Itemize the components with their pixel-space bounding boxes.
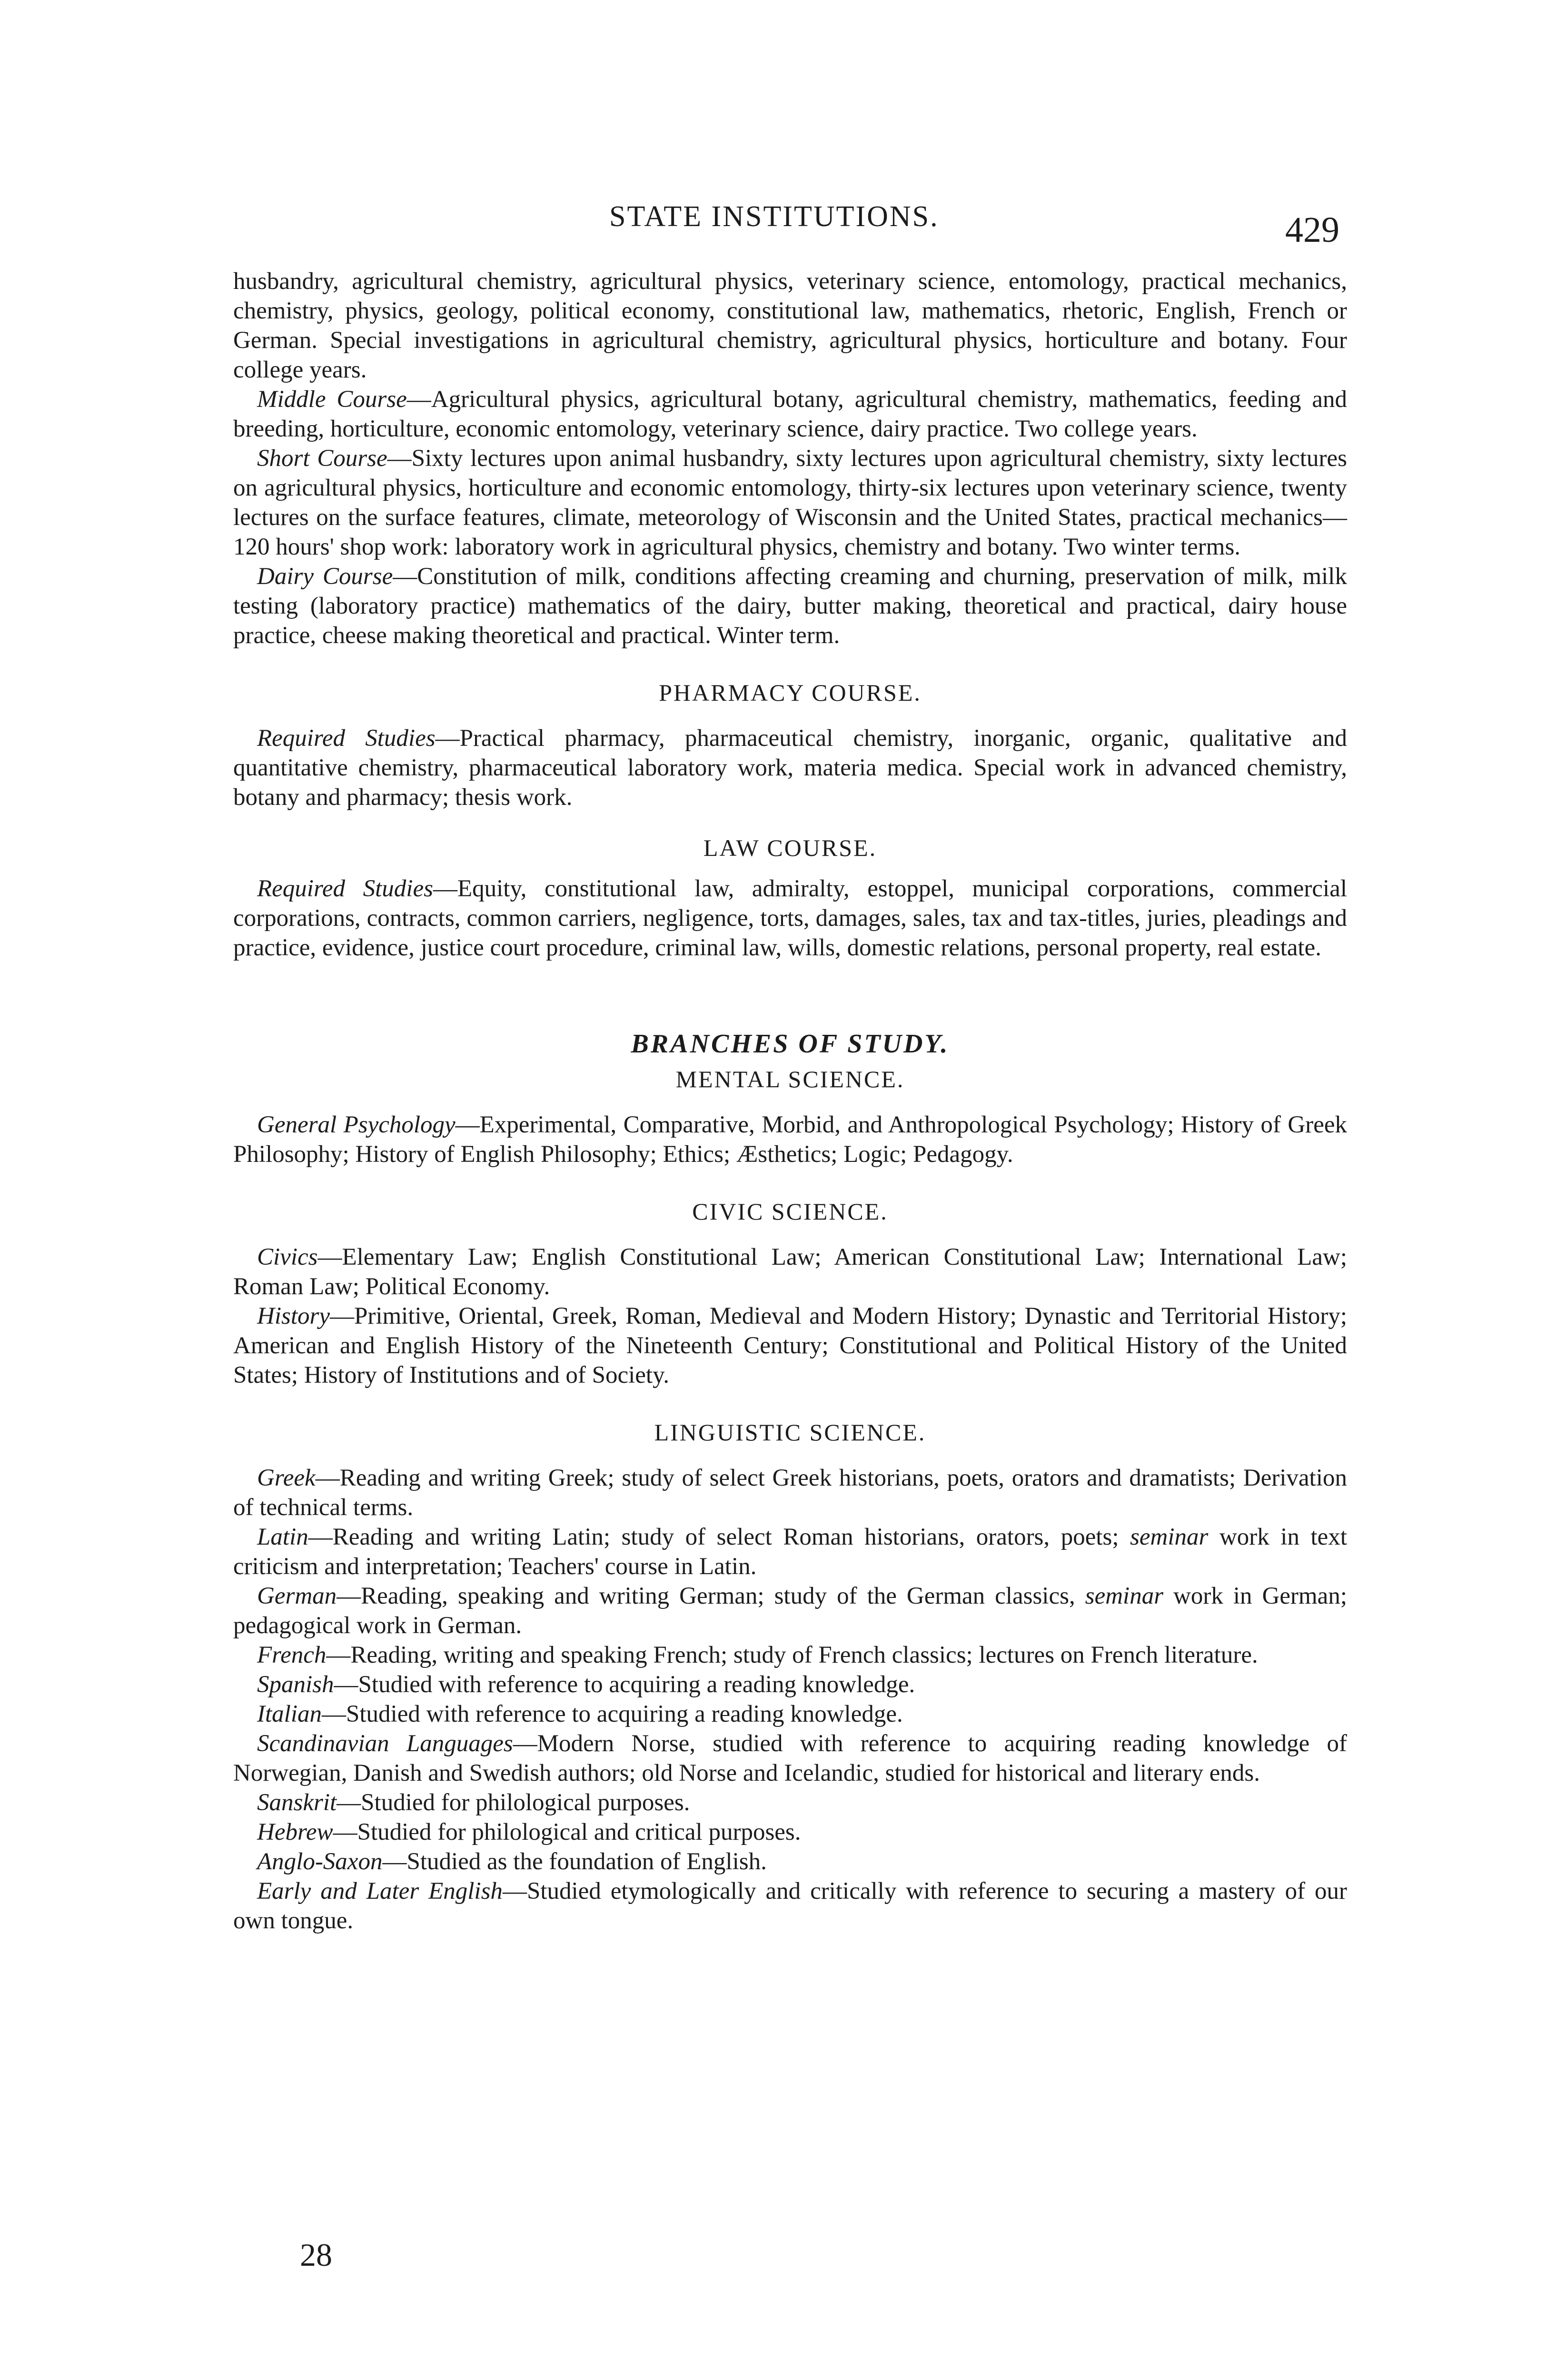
italian-paragraph [233,1699,1347,1729]
dairy-course-paragraph [233,562,1347,650]
hebrew-paragraph [233,1817,1347,1847]
dairy-course-lead: Dairy Course [257,563,393,590]
latin-text-a: —Reading and writing Latin; study of select Roman historians, orators, poets; [308,1524,1130,1550]
scandinavian-paragraph [233,1729,1347,1788]
law-lead: Required Studies [257,875,433,902]
spanish-paragraph [233,1670,1347,1699]
latin-lead: Latin [257,1524,308,1550]
short-course-paragraph [233,444,1347,562]
history-lead: History [257,1303,330,1329]
anglo-saxon-paragraph [233,1847,1347,1876]
latin-paragraph [233,1522,1347,1581]
mental-science-heading: MENTAL SCIENCE. [675,1066,905,1092]
french-paragraph [233,1640,1347,1670]
early-later-english-paragraph [233,1876,1347,1935]
german-seminar: seminar [1085,1583,1164,1609]
pharmacy-lead: Required Studies [257,725,436,752]
french-lead: French [257,1642,327,1668]
greek-paragraph [233,1463,1347,1522]
french-text: —Reading, writing and speaking French; study of French classics; lectures on French literature. [326,1642,1258,1668]
german-text-a: —Reading, speaking and writing German; study of the German classics, [337,1583,1085,1609]
civics-paragraph [233,1242,1347,1301]
spanish-text: —Studied with reference to acquiring a reading knowledge. [334,1671,915,1698]
page-body [233,267,1347,1935]
law-paragraph [233,874,1347,962]
sanskrit-lead: Sanskrit [257,1789,337,1816]
hebrew-text: —Studied for philological and critical purposes. [333,1819,801,1845]
hebrew-lead: Hebrew [257,1819,333,1845]
running-head: STATE INSTITUTIONS. [609,200,939,233]
early-later-english-text: —Studied etymologically and critically with reference to securing a mastery of our own tongue. [233,1878,1347,1934]
latin-text-b: work in text criticism and interpretation; Teachers' course in Latin. [233,1524,1347,1580]
civics-lead: Civics [257,1244,318,1270]
greek-lead: Greek [257,1465,316,1491]
signature-mark: 28 [300,2237,332,2273]
page-number: 429 [1285,210,1339,250]
sanskrit-text: —Studied for philological purposes. [337,1789,690,1816]
pharmacy-paragraph [233,724,1347,812]
short-course-text: —Sixty lectures upon animal husbandry, sixty lectures upon agricultural chemistry, sixty lectures on agricultural physics, horticulture and economic entomology, thirty-six lectures upon veterinary science, twenty lectures on the surface features, climate, meteorology of Wisconsin and the United States, practical mechanics—120 hours' shop work: laboratory work in agricultural physics, chemistry and botany. Two winter terms. [233,445,1347,560]
scandinavian-lead: Scandinavian Languages [257,1730,513,1757]
early-later-english-lead: Early and Later English [257,1878,503,1904]
history-text: —Primitive, Oriental, Greek, Roman, Medieval and Modern History; Dynastic and Territorial History; American and English History of the Nineteenth Century; Constitutional and Political History of the United States; History of Institutions and of Society. [233,1303,1347,1388]
general-psychology-paragraph [233,1110,1347,1169]
short-course-lead: Short Course [257,445,387,472]
latin-seminar: seminar [1130,1524,1209,1550]
sanskrit-paragraph [233,1788,1347,1817]
law-course-heading: LAW COURSE. [703,834,877,861]
german-text-b: work in German; pedagogical work in German. [233,1583,1347,1639]
spanish-lead: Spanish [257,1671,334,1698]
linguistic-science-heading: LINGUISTIC SCIENCE. [654,1419,926,1446]
scandinavian-text: —Modern Norse, studied with reference to acquiring reading knowledge of Norwegian, Danish and Swedish authors; old Norse and Icelandic, studied for historical and literary ends. [233,1730,1347,1786]
german-lead: German [257,1583,337,1609]
middle-course-lead: Middle Course [257,386,407,413]
civics-text: —Elementary Law; English Constitutional Law; American Constitutional Law; International Law; Roman Law; Political Economy. [233,1244,1347,1300]
law-text: —Equity, constitutional law, admiralty, estoppel, municipal corporations, commercial corporations, contracts, common carriers, negligence, torts, damages, sales, tax and tax-titles, juries, pleadings and practice, evidence, justice court procedure, criminal law, wills, domestic relations, personal property, real estate. [233,875,1347,961]
history-paragraph [233,1301,1347,1390]
general-psychology-text: —Experimental, Comparative, Morbid, and Anthropological Psychology; History of Greek Philosophy; History of English Philosophy; Ethics; Æsthetics; Logic; Pedagogy. [233,1111,1347,1168]
italian-text: —Studied with reference to acquiring a reading knowledge. [322,1701,903,1727]
civic-science-heading: CIVIC SCIENCE. [692,1198,888,1225]
long-course-continuation: husbandry, agricultural chemistry, agricultural physics, veterinary science, entomology, practical mechanics, chemistry, physics, geology, political economy, constitutional law, mathematics, rhetoric, English, French or German. Special investigations in agricultural chemistry, agricultural physics, horticulture and botany. Four college years. [233,268,1347,383]
italian-lead: Italian [257,1701,322,1727]
german-paragraph [233,1581,1347,1640]
branches-of-study-heading: BRANCHES OF STUDY. [631,1029,950,1059]
pharmacy-course-heading: PHARMACY COURSE. [659,679,922,706]
greek-text: —Reading and writing Greek; study of select Greek historians, poets, orators and dramatists; Derivation of technical terms. [233,1465,1347,1521]
general-psychology-lead: General Psychology [257,1111,456,1138]
middle-course-paragraph [233,385,1347,444]
pharmacy-text: —Practical pharmacy, pharmaceutical chemistry, inorganic, organic, qualitative and quantitative chemistry, pharmaceutical laboratory work, materia medica. Special work in advanced chemistry, botany and pharmacy; thesis work. [233,725,1347,811]
anglo-saxon-lead: Anglo-Saxon [257,1848,383,1875]
anglo-saxon-text: —Studied as the foundation of English. [382,1848,767,1875]
middle-course-text: —Agricultural physics, agricultural botany, agricultural chemistry, mathematics, feeding and breeding, horticulture, economic entomology, veterinary science, dairy practice. Two college years. [233,386,1348,442]
dairy-course-text: —Constitution of milk, conditions affecting creaming and churning, preservation of milk, milk testing (laboratory practice) mathematics of the dairy, butter making, theoretical and practical, dairy house practice, cheese making theoretical and practical. Winter term. [233,563,1347,649]
